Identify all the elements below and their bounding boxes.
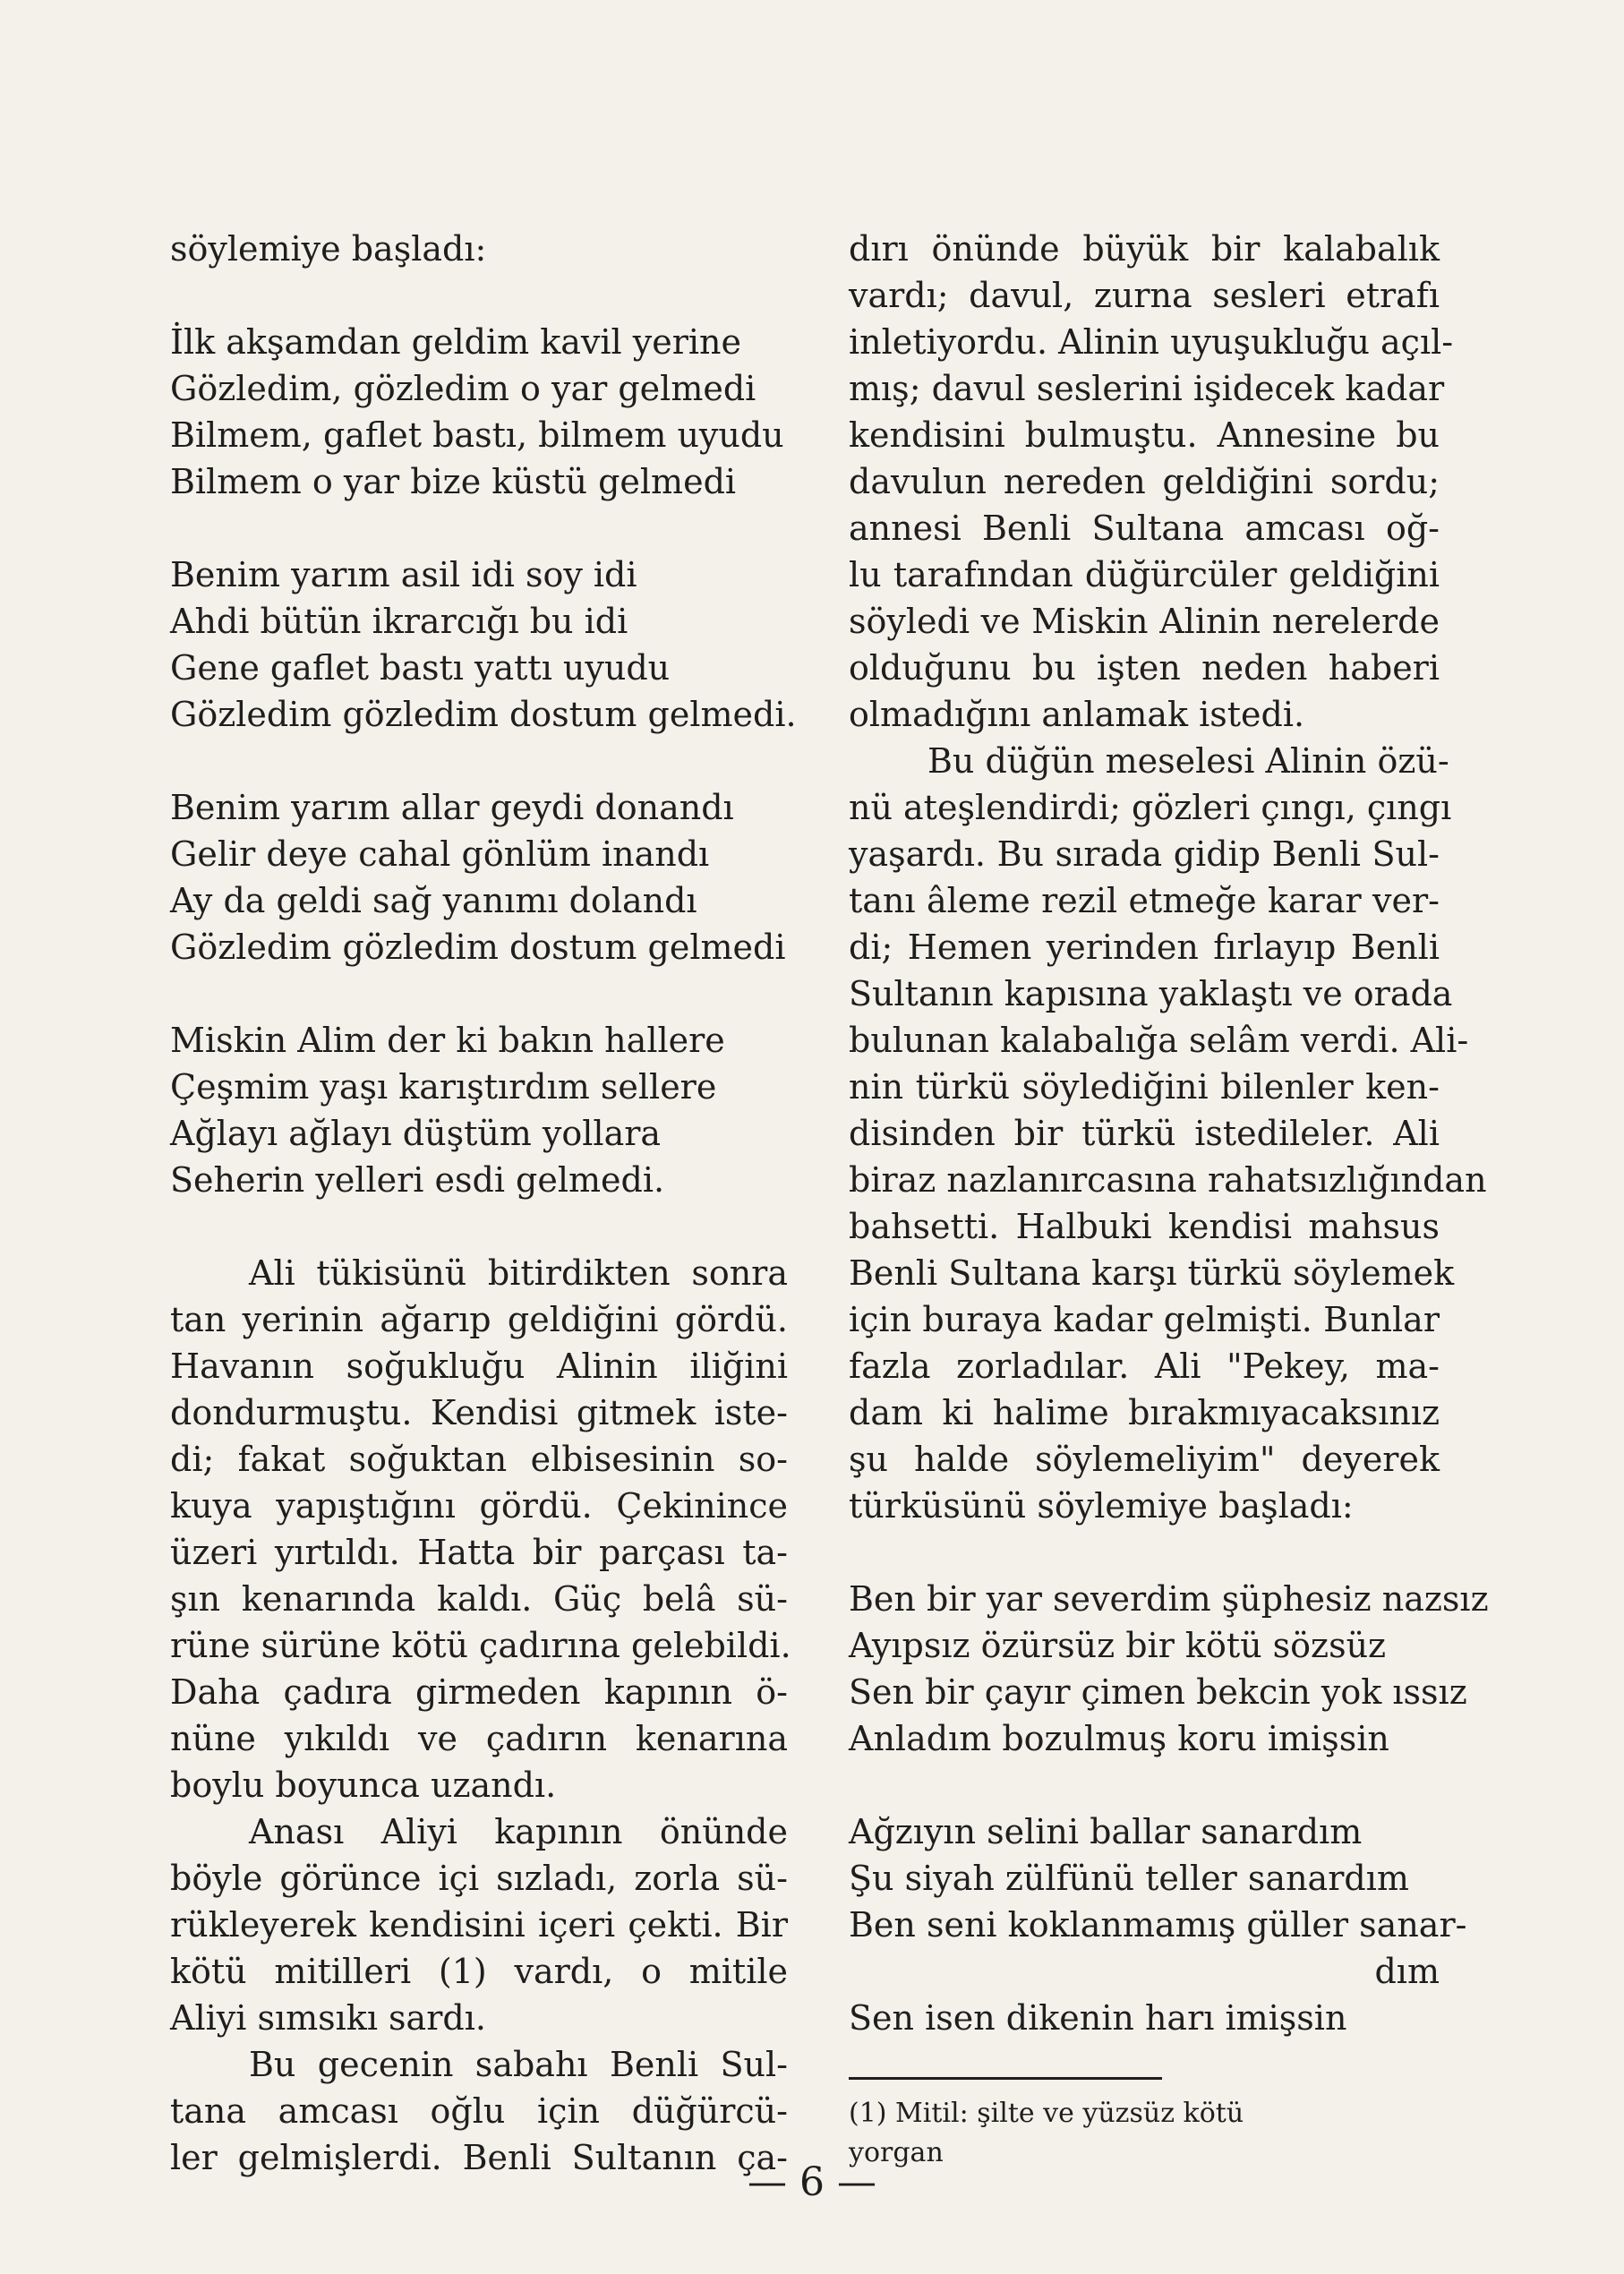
prose-paragraph xyxy=(849,226,1454,738)
poem-line: Seherin yelleri esdi gelmedi. xyxy=(170,1160,665,1200)
poem-stanza xyxy=(170,1017,788,1203)
prose-line: Bu gecenin sabahı Benli Sul- xyxy=(249,2045,788,2084)
prose-line: üzeri yırtıldı. Hatta bir parçası ta- xyxy=(170,1533,788,1572)
prose-line: söyledi ve Miskin Alinin nerelerde xyxy=(849,602,1440,641)
prose-line: kötü mitilleri (1) vardı, o mitile xyxy=(170,1952,788,1991)
poem-line: Benim yarım asil idi soy idi xyxy=(170,555,637,594)
poem-line: Şu siyah zülfünü teller sanardım xyxy=(849,1859,1409,1898)
poem-line: Gelir deye cahal gönlüm inandı xyxy=(170,834,710,874)
prose-line: tanı âleme rezil etmeğe karar ver- xyxy=(849,881,1440,920)
prose-paragraph xyxy=(170,1808,788,2041)
prose-line: türküsünü söylemiye başladı: xyxy=(849,1486,1354,1526)
prose-line: fazla zorladılar. Ali "Pekey, ma- xyxy=(849,1346,1440,1386)
prose-paragraph xyxy=(849,738,1487,1529)
prose-line: lu tarafından düğürcüler geldiğini xyxy=(849,555,1440,594)
prose-paragraph xyxy=(170,1250,791,1808)
poem-line: Ağzıyın selini ballar sanardım xyxy=(849,1812,1363,1851)
prose-line: boylu boyunca uzandı. xyxy=(170,1765,557,1805)
poem-line: dım xyxy=(1374,1952,1440,1991)
prose-line: mış; davul seslerini işidecek kadar xyxy=(849,369,1445,408)
poem-line: Ay da geldi sağ yanımı dolandı xyxy=(170,881,697,920)
prose-line: şu halde söylemeliyim" deyerek xyxy=(849,1440,1440,1479)
poem-line: Gözledim gözledim dostum gelmedi. xyxy=(170,695,797,734)
poem-line: İlk akşamdan geldim kavil yerine xyxy=(170,322,742,362)
poem-line: Anladım bozulmuş koru imişsin xyxy=(849,1719,1389,1758)
prose-line: kuya yapıştığını gördü. Çekinince xyxy=(170,1486,788,1526)
footnote-line: (1) Mitil: şilte ve yüzsüz kötü xyxy=(849,2098,1244,2129)
prose-line: davulun nereden geldiğini sordu; xyxy=(849,462,1440,501)
prose-line: Anası Aliyi kapının önünde xyxy=(249,1812,788,1851)
prose-line: Bu düğün meselesi Alinin özü- xyxy=(927,741,1449,781)
poem-stanza xyxy=(170,784,788,970)
footnote-divider xyxy=(849,2077,1162,2080)
prose-line: nin türkü söylediğini bilenler ken- xyxy=(849,1067,1440,1107)
prose-line: nüne yıkıldı ve çadırın kenarına xyxy=(170,1719,788,1758)
prose-line: olduğunu bu işten neden haberi xyxy=(849,648,1440,688)
prose-line: Daha çadıra girmeden kapının ö- xyxy=(170,1672,788,1712)
prose-line: rükleyerek kendisini içeri çekti. Bir xyxy=(170,1905,788,1945)
prose-line: rüne sürüne kötü çadırına gelebildi. xyxy=(170,1626,791,1665)
prose-line: annesi Benli Sultana amcası oğ- xyxy=(849,509,1440,548)
right-column xyxy=(849,226,1489,2173)
prose-line: di; Hemen yerinden fırlayıp Benli xyxy=(849,928,1440,967)
prose-line: tan yerinin ağarıp geldiğini gördü. xyxy=(170,1300,788,1339)
poem-stanza xyxy=(170,551,797,738)
poem-line: Ahdi bütün ikrarcığı bu idi xyxy=(170,602,628,641)
prose-line: böyle görünce içi sızladı, zorla sü- xyxy=(170,1859,788,1898)
page-number: — 6 — xyxy=(748,2159,876,2205)
prose-line: bulunan kalabalığa selâm verdi. Ali- xyxy=(849,1021,1469,1060)
prose-line: dam ki halime bırakmıyacaksınız xyxy=(849,1393,1440,1432)
poem-stanza xyxy=(849,1808,1467,2041)
prose-line: inletiyordu. Alinin uyuşukluğu açıl- xyxy=(849,322,1454,362)
prose-line: olmadığını anlamak istedi. xyxy=(849,695,1305,734)
poem-line: Gözledim gözledim dostum gelmedi xyxy=(170,928,786,967)
poem-stanza xyxy=(170,319,788,505)
poem-line: Ağlayı ağlayı düştüm yollara xyxy=(170,1114,662,1153)
poem-line: Ben bir yar severdim şüphesiz nazsız xyxy=(849,1579,1489,1619)
prose-line: Havanın soğukluğu Alinin iliğini xyxy=(170,1346,788,1386)
poem-line: Sen isen dikenin harı imişsin xyxy=(849,1998,1347,2038)
prose-line: şın kenarında kaldı. Güç belâ sü- xyxy=(170,1579,788,1619)
prose-line: biraz nazlanırcasına rahatsızlığından xyxy=(849,1160,1487,1200)
prose-line: kendisini bulmuştu. Annesine bu xyxy=(849,415,1440,455)
prose-line: Ali tükisünü bitirdikten sonra xyxy=(249,1253,788,1293)
poem-line: Benim yarım allar geydi donandı xyxy=(170,788,734,827)
prose-line: tana amcası oğlu için düğürcü- xyxy=(170,2091,788,2131)
poem-stanza xyxy=(849,1576,1489,1762)
prose-line: dırı önünde büyük bir kalabalık xyxy=(849,229,1440,269)
intro-line: söylemiye başladı: xyxy=(170,229,487,269)
poem-line: Bilmem o yar bize küstü gelmedi xyxy=(170,462,737,501)
left-column xyxy=(170,226,797,2181)
prose-line: için buraya kadar gelmişti. Bunlar xyxy=(849,1300,1440,1339)
prose-line: disinden bir türkü istedileler. Ali xyxy=(849,1114,1440,1153)
poem-line: Sen bir çayır çimen bekcin yok ıssız xyxy=(849,1672,1467,1712)
prose-line: Aliyi sımsıkı sardı. xyxy=(170,1998,486,2038)
poem-line: Miskin Alim der ki bakın hallere xyxy=(170,1021,725,1060)
prose-line: dondurmuştu. Kendisi gitmek iste- xyxy=(170,1393,788,1432)
prose-line: di; fakat soğuktan elbisesinin so- xyxy=(170,1440,788,1479)
poem-line: Gene gaflet bastı yattı uyudu xyxy=(170,648,671,688)
prose-line: nü ateşlendirdi; gözleri çıngı, çıngı xyxy=(849,788,1452,827)
prose-line: Sultanın kapısına yaklaştı ve orada xyxy=(849,974,1453,1013)
poem-line: Bilmem, gaflet bastı, bilmem uyudu xyxy=(170,415,784,455)
poem-line: Ben seni koklanmamış güller sanar- xyxy=(849,1905,1467,1945)
footnote-line: yorgan xyxy=(849,2137,944,2168)
prose-line: ler gelmişlerdi. Benli Sultanın ça- xyxy=(170,2138,788,2177)
poem-line: Çeşmim yaşı karıştırdım sellere xyxy=(170,1067,717,1107)
prose-line: Benli Sultana karşı türkü söylemek xyxy=(849,1253,1455,1293)
prose-line: yaşardı. Bu sırada gidip Benli Sul- xyxy=(849,834,1440,874)
poem-line: Gözledim, gözledim o yar gelmedi xyxy=(170,369,756,408)
prose-line: bahsetti. Halbuki kendisi mahsus xyxy=(849,1207,1440,1246)
poem-line: Ayıpsız özürsüz bir kötü sözsüz xyxy=(849,1626,1387,1665)
prose-line: vardı; davul, zurna sesleri etrafı xyxy=(849,276,1440,315)
